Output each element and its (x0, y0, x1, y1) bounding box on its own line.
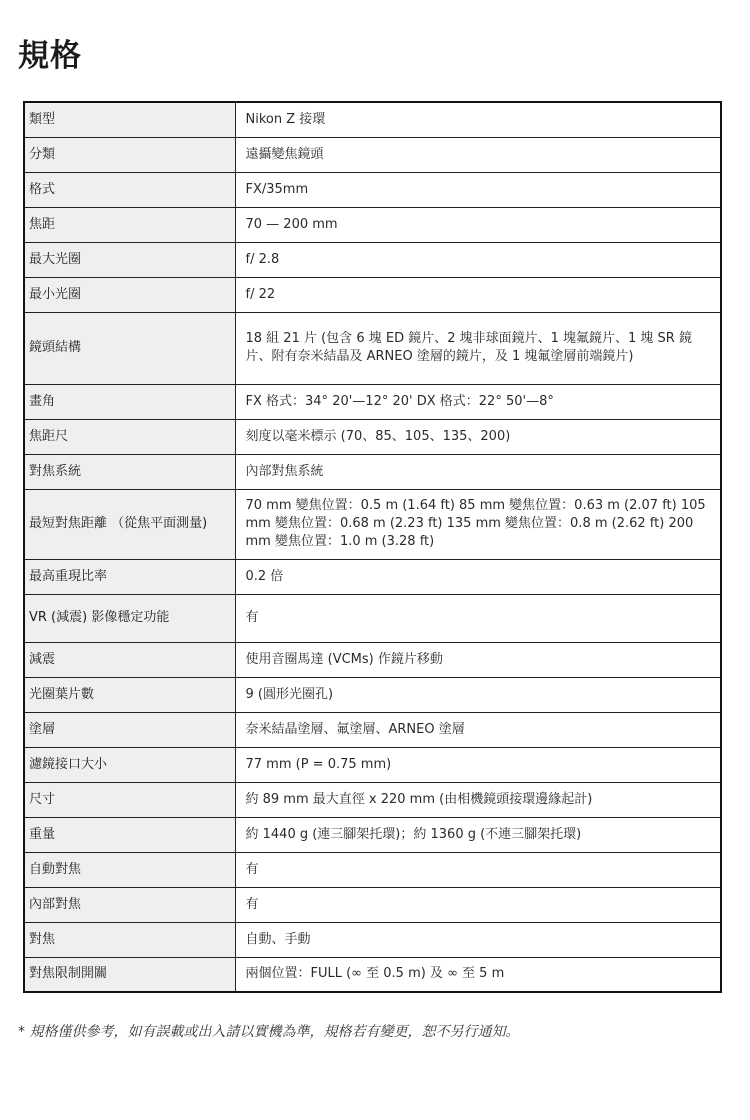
spec-value: 有 (235, 852, 721, 887)
table-row (24, 594, 721, 642)
table-row (24, 137, 721, 172)
table-row (24, 384, 721, 419)
spec-label: 最高重現比率 (24, 559, 235, 594)
table-row (24, 677, 721, 712)
spec-label: 分類 (24, 137, 235, 172)
table-row (24, 559, 721, 594)
disclaimer-footnote: * 規格僅供參考，如有誤載或出入請以實機為準，規格若有變更，恕不另行通知。 (18, 1024, 520, 1040)
table-row (24, 712, 721, 747)
spec-value: 有 (235, 887, 721, 922)
spec-table (23, 101, 722, 993)
spec-label: 格式 (24, 172, 235, 207)
spec-value: FX/35mm (235, 172, 721, 207)
page-title: 規格 (18, 38, 82, 74)
table-row (24, 277, 721, 312)
spec-label: 重量 (24, 817, 235, 852)
spec-value: 77 mm (P = 0.75 mm) (235, 747, 721, 782)
spec-label: 最小光圈 (24, 277, 235, 312)
spec-label: 塗層 (24, 712, 235, 747)
spec-value: Nikon Z 接環 (235, 102, 721, 137)
spec-label: 最短對焦距離 （從焦平面測量) (24, 489, 235, 559)
spec-value: f/ 2.8 (235, 242, 721, 277)
spec-label: 對焦系統 (24, 454, 235, 489)
table-row (24, 454, 721, 489)
spec-label: 鏡頭結構 (24, 312, 235, 384)
table-row (24, 642, 721, 677)
spec-value: 自動、手動 (235, 922, 721, 957)
table-row (24, 747, 721, 782)
spec-label: 最大光圈 (24, 242, 235, 277)
table-row (24, 312, 721, 384)
spec-label: 類型 (24, 102, 235, 137)
spec-label: 焦距尺 (24, 419, 235, 454)
spec-value: 兩個位置：FULL (∞ 至 0.5 m) 及 ∞ 至 5 m (235, 957, 721, 992)
spec-value: FX 格式：34° 20'—12° 20' DX 格式：22° 50'—8° (235, 384, 721, 419)
spec-label: 尺寸 (24, 782, 235, 817)
table-row (24, 207, 721, 242)
spec-value: 約 1440 g (連三腳架托環)；約 1360 g (不連三腳架托環) (235, 817, 721, 852)
spec-label: 減震 (24, 642, 235, 677)
spec-value: 70 — 200 mm (235, 207, 721, 242)
spec-label: 焦距 (24, 207, 235, 242)
table-row (24, 489, 721, 559)
spec-value: 18 組 21 片 (包含 6 塊 ED 鏡片、2 塊非球面鏡片、1 塊氟鏡片、1 塊 SR 鏡片、附有奈米結晶及 ARNEO 塗層的鏡片，及 1 塊氟塗層前端鏡片) (235, 312, 721, 384)
spec-label: VR (減震) 影像穩定功能 (24, 594, 235, 642)
spec-value: 9 (圓形光圈孔) (235, 677, 721, 712)
spec-value: 0.2 倍 (235, 559, 721, 594)
table-row (24, 172, 721, 207)
table-row (24, 782, 721, 817)
table-row (24, 817, 721, 852)
spec-value: 遠攝變焦鏡頭 (235, 137, 721, 172)
table-row (24, 887, 721, 922)
spec-value: 刻度以毫米標示 (70、85、105、135、200) (235, 419, 721, 454)
table-row (24, 922, 721, 957)
spec-label: 自動對焦 (24, 852, 235, 887)
spec-value: 70 mm 變焦位置：0.5 m (1.64 ft) 85 mm 變焦位置：0.63 m (2.07 ft) 105 mm 變焦位置：0.68 m (2.23 ft) 135 mm 變焦位置：0.8 m (2.62 ft) 200 mm 變焦位置：1.0 m (3.28 ft) (235, 489, 721, 559)
spec-value: 內部對焦系統 (235, 454, 721, 489)
table-row (24, 852, 721, 887)
spec-label: 對焦限制開關 (24, 957, 235, 992)
spec-label: 對焦 (24, 922, 235, 957)
spec-value: 有 (235, 594, 721, 642)
table-row (24, 419, 721, 454)
spec-value: f/ 22 (235, 277, 721, 312)
spec-value: 使用音圈馬達 (VCMs) 作鏡片移動 (235, 642, 721, 677)
table-row (24, 242, 721, 277)
table-row (24, 957, 721, 992)
spec-value: 奈米結晶塗層、氟塗層、ARNEO 塗層 (235, 712, 721, 747)
spec-label: 光圈葉片數 (24, 677, 235, 712)
spec-label: 濾鏡接口大小 (24, 747, 235, 782)
spec-value: 約 89 mm 最大直徑 x 220 mm (由相機鏡頭接環邊緣起計) (235, 782, 721, 817)
spec-label: 內部對焦 (24, 887, 235, 922)
table-row (24, 102, 721, 137)
spec-label: 畫角 (24, 384, 235, 419)
